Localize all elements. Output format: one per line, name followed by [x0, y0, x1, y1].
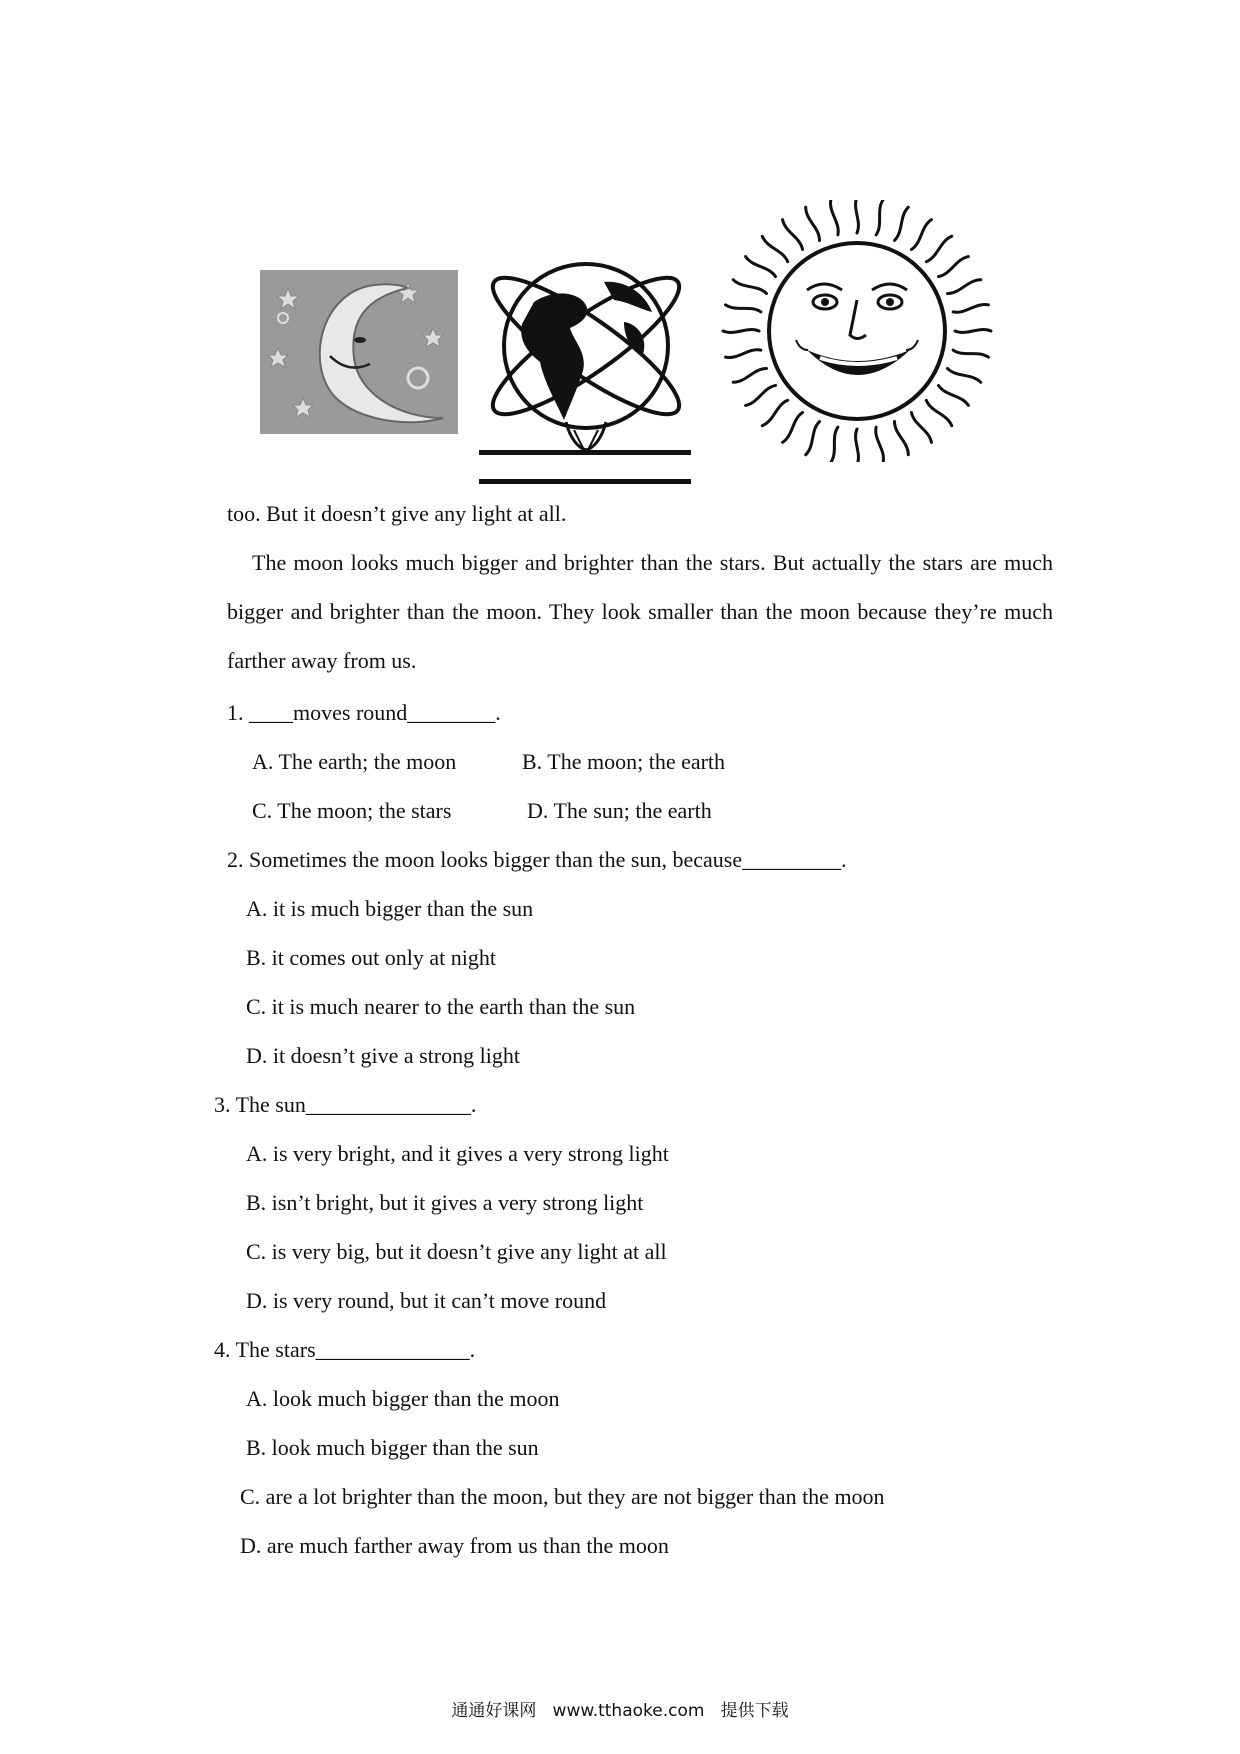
passage-paragraph: The moon looks much bigger and brighter than the stars. But actually the stars are much bigger and brighter than the moon. They look smaller than the moon because they’re much farther away from us.	[227, 550, 1053, 673]
sun-ray	[938, 385, 968, 405]
question-4-option-a: A. look much bigger than the moon	[246, 1386, 560, 1411]
sun-ray	[762, 236, 787, 261]
sun-ray	[762, 400, 787, 425]
sun-ray	[726, 350, 761, 358]
sun-ray	[723, 330, 759, 333]
question-1-option-c: C. The moon; the stars	[252, 798, 452, 823]
question-3-option-b: B. isn’t bright, but it gives a very strong light	[246, 1190, 644, 1215]
question-2-option-d: D. it doesn’t give a strong light	[246, 1043, 520, 1068]
sun-ray	[895, 422, 909, 455]
question-4-option-d: D. are much farther away from us than the moon	[240, 1533, 669, 1558]
footer-action: 提供下载	[720, 1701, 789, 1721]
sun-ray	[726, 305, 761, 312]
moon-stars-illustration	[258, 268, 460, 436]
sun-ray	[948, 369, 981, 383]
question-2-option-c: C. it is much nearer to the earth than the sun	[246, 994, 636, 1019]
sun-ray	[806, 422, 820, 455]
sun-ray	[876, 200, 883, 235]
question-3-option-c: C. is very big, but it doesn’t give any light at all	[246, 1239, 667, 1264]
sun-ray	[806, 207, 820, 240]
question-4-option-b: B. look much bigger than the sun	[246, 1435, 539, 1460]
question-1-option-d: D. The sun; the earth	[527, 798, 712, 823]
question-2-option-a: A. it is much bigger than the sun	[246, 896, 534, 921]
question-4-option-c: C. are a lot brighter than the moon, but they are not bigger than the moon	[240, 1484, 885, 1509]
sun-ray	[733, 369, 766, 383]
question-3-stem: 3. The sun_______________.	[214, 1092, 477, 1117]
question-3-option-d: D. is very round, but it can’t move round	[246, 1288, 607, 1313]
sun-ray	[955, 330, 991, 333]
sun-ray	[926, 236, 951, 261]
sun-ray	[948, 280, 981, 294]
sun-ray	[856, 429, 859, 462]
footer-url: www.tthaoke.com	[552, 1701, 705, 1721]
sun-face-illustration	[712, 200, 1002, 462]
sun-ray	[856, 200, 859, 233]
sun-ray	[895, 207, 909, 240]
footer-site-name: 通通好课网	[451, 1701, 537, 1721]
question-2-option-b: B. it comes out only at night	[246, 945, 496, 970]
sun-ray	[953, 305, 988, 313]
question-3-option-a: A. is very bright, and it gives a very strong light	[246, 1141, 669, 1166]
sun-ray	[746, 257, 776, 277]
question-1-option-b: B. The moon; the earth	[522, 749, 726, 774]
sun-ray	[831, 427, 838, 462]
sun-ray	[953, 350, 988, 357]
page-footer	[0, 1696, 1240, 1721]
sun-ray	[876, 427, 884, 462]
earth-globe-illustration	[474, 262, 696, 492]
question-1-stem: 1. ____moves round________.	[227, 700, 501, 725]
sun-ray	[831, 200, 839, 235]
passage-line: too. But it doesn’t give any light at all.	[227, 501, 567, 526]
question-2-stem: 2. Sometimes the moon looks bigger than the sun, because_________.	[227, 847, 847, 872]
sun-ray	[926, 400, 951, 425]
sun-ray	[746, 385, 776, 405]
sun-ray	[911, 220, 931, 250]
sun-ray	[733, 280, 766, 294]
sun-ray	[911, 412, 931, 442]
sun-ray	[783, 412, 803, 442]
sun-ray	[783, 220, 803, 250]
question-1-option-a: A. The earth; the moon	[252, 749, 457, 774]
sun-ray	[938, 257, 968, 277]
question-4-stem: 4. The stars______________.	[214, 1337, 476, 1362]
